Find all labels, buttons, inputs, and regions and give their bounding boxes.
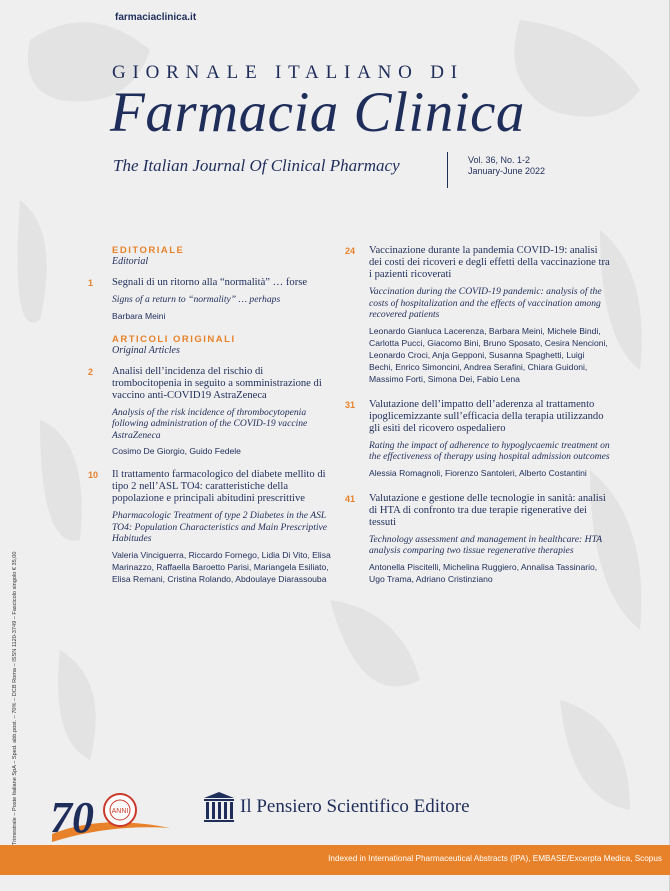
volume-divider xyxy=(447,152,448,188)
entry-page-number: 41 xyxy=(345,493,356,504)
section-editorial xyxy=(88,245,333,268)
footer-bar xyxy=(0,845,670,875)
toc-entry-article[interactable] xyxy=(345,245,610,385)
toc-entry-article[interactable] xyxy=(88,469,333,585)
entry-authors: Barbara Meini xyxy=(112,310,166,321)
entry-title: Vaccinazione durante la pandemia COVID-19: analisi dei costi dei ricoveri e degli effetti della vaccinazione tra i pazienti ricoverati xyxy=(369,245,610,280)
publisher-name: Il Pensiero Scientifico Editore xyxy=(240,796,470,817)
entry-english-title: Vaccination during the COVID-19 pandemic: analysis of the costs of hospitalization and the effects of vaccination among recovered patients xyxy=(369,286,602,320)
toc-entry-article[interactable] xyxy=(88,366,333,458)
entry-authors: Leonardo Gianluca Lacerenza, Barbara Meini, Michele Bindi, Carlotta Pucci, Giacomo Bini, Bruno Sposato, Cesira Nencioni, Leonardo Croci, Anja Gepponi, Susanna Spaghetti, Luigi Bechi, Enrico Simoncini, Andrea Serafini, Chiara Guidoni, Massimo Forti, Simona Dei, Fabio Lena xyxy=(369,325,608,384)
toc-entry-article[interactable] xyxy=(345,399,610,479)
entry-page-number: 1 xyxy=(88,278,94,288)
entry-authors: Valeria Vinciguerra, Riccardo Fornego, Lidia Di Vito, Elisa Marinazzo, Raffaella Baroetto Parisi, Mariangela Esiliato, Elisa Remani, Cristina Rolando, Abdoulaye Diarassouba xyxy=(112,549,331,584)
entry-english-title: Pharmacologic Treatment of type 2 Diabetes in the ASL TO4: Population Characteristics and Main Prescriptive Habitudes xyxy=(112,510,328,544)
indexing-note: Indexed in International Pharmaceutical Abstracts (IPA), EMBASE/Excerpta Medica, Scopus xyxy=(328,854,662,863)
entry-english-title: Rating the impact of adherence to hypoglycaemic treatment on the effectiveness of therapy using hospital admission outcomes xyxy=(369,439,610,462)
section-label: EDITORIALE xyxy=(112,245,185,256)
site-url[interactable]: farmaciaclinica.it xyxy=(115,12,197,23)
spine-text: Trimestrale – Poste Italiane SpA – Sped. abb.post. – 70% – DCB Roma – ISSN 1120-3749 – Fascicolo singolo € 35,00 xyxy=(12,551,18,845)
section-subtitle: Original Articles xyxy=(112,344,180,356)
entry-authors: Antonella Piscitelli, Michelina Ruggiero, Annalisa Tassinario, Ugo Trama, Adriano Cristinziano xyxy=(369,561,598,584)
volume-info xyxy=(468,155,545,177)
entry-authors: Alessia Romagnoli, Fiorenzo Santoleri, Alberto Costantini xyxy=(369,467,587,478)
journal-kicker: GIORNALE ITALIANO DI xyxy=(112,62,464,83)
entry-page-number: 24 xyxy=(345,246,356,256)
entry-page-number: 31 xyxy=(345,399,356,410)
toc-left-column xyxy=(88,245,333,597)
toc-entry-article[interactable] xyxy=(345,493,610,585)
volume-number: Vol. 36, No. 1-2 xyxy=(468,155,531,165)
entry-title: Il trattamento farmacologico del diabete mellito di tipo 2 nell’ASL TO4: caratteristiche della popolazione e principali abitudini prescrittive xyxy=(112,469,326,504)
section-subtitle: Editorial xyxy=(112,256,149,267)
entry-title: Valutazione e gestione delle tecnologie in sanità: analisi di HTA di confronto tra due terapie rigenerative dei tessuti xyxy=(369,492,606,528)
entry-authors: Cosimo De Giorgio, Guido Fedele xyxy=(112,446,241,456)
columns-temple-icon xyxy=(202,790,236,824)
toc-entry-editorial[interactable] xyxy=(88,277,333,322)
anniversary-logo xyxy=(48,788,173,851)
journal-subtitle: The Italian Journal Of Clinical Pharmacy xyxy=(113,156,400,175)
volume-period: January-June 2022 xyxy=(468,166,546,176)
publisher-logo[interactable] xyxy=(202,790,470,824)
entry-page-number: 10 xyxy=(88,470,99,480)
entry-title: Analisi dell’incidenza del rischio di trombocitopenia in seguito a somministrazione di vaccino anti-COVID19 AstraZeneca xyxy=(112,365,322,401)
entry-english-title: Technology assessment and management in healthcare: HTA analysis comparing two tissue regenerative therapies xyxy=(369,533,602,556)
entry-title: Segnali di un ritorno alla “normalità” … forse xyxy=(112,277,308,288)
section-label: ARTICOLI ORIGINALI xyxy=(112,333,236,345)
anniversary-seal-icon xyxy=(48,788,173,846)
toc-right-column xyxy=(345,245,610,597)
anniversary-number: 70 xyxy=(50,793,94,842)
journal-title: Farmacia Clinica xyxy=(110,81,525,144)
entry-english-title: Signs of a return to “normality” … perhaps xyxy=(112,294,281,305)
section-original-articles xyxy=(88,334,333,357)
entry-page-number: 2 xyxy=(88,366,94,377)
entry-english-title: Analysis of the risk incidence of thrombocytopenia following administration of the COVID-19 vaccine AstraZeneca xyxy=(112,406,308,441)
anniversary-label: ANNI xyxy=(111,808,129,815)
entry-title: Valutazione dell’impatto dell’aderenza al trattamento ipoglicemizzante sull’efficacia della terapia utilizzando gli esiti del ricovero ospedaliero xyxy=(369,398,604,434)
